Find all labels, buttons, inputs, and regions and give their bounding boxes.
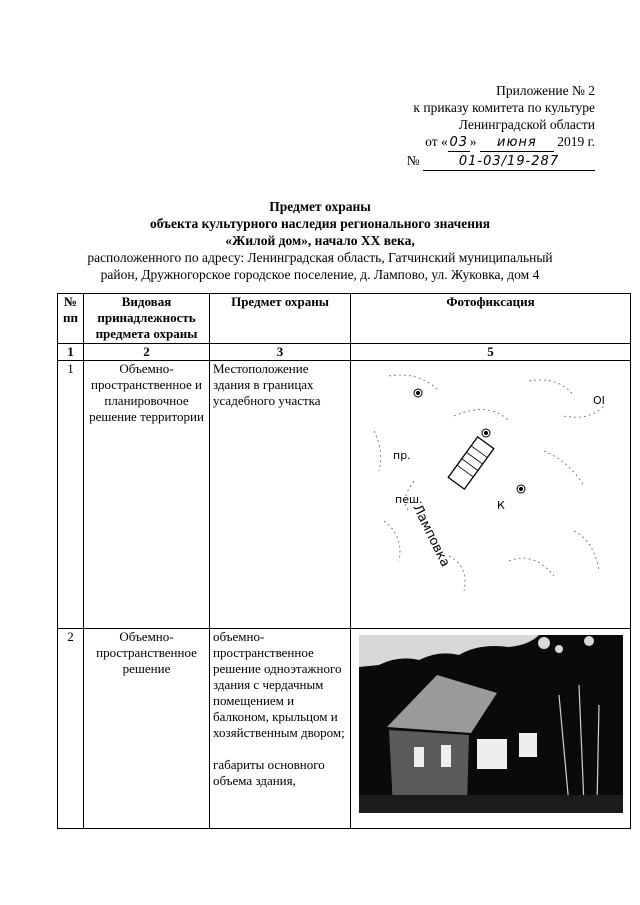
header-num: № пп: [58, 294, 84, 344]
title-line-1: Предмет охраны: [269, 199, 371, 214]
map-label-pesh: пеш.: [394, 493, 423, 506]
date-year: 2019 г.: [557, 134, 595, 149]
title-line-2: объекта культурного наследия регионального значения: [149, 216, 491, 231]
row-subject: [210, 629, 351, 829]
column-number-row: 1 2 3 5: [58, 344, 631, 361]
title-address-1: расположенного по адресу: Ленинградская область, Гатчинский муниципальный: [87, 250, 553, 265]
house-photo: [359, 635, 623, 813]
appendix-date: от « 03 » июня 2019 г.: [425, 134, 595, 150]
row-photo: [351, 629, 631, 829]
header-row: [58, 294, 631, 344]
row-num: 2: [58, 629, 84, 829]
header-subject: Предмет охраны: [210, 294, 351, 344]
appendix-doc-number: № 01-03/19-287: [407, 152, 595, 171]
doc-number: 01-03/19-287: [423, 153, 595, 171]
row-photo: [351, 361, 631, 629]
document-title: [0, 198, 640, 283]
title-address-2: район, Дружногорское городское поселение, д. Лампово, ул. Жуковка, дом 4: [100, 267, 540, 282]
location-map: [359, 361, 623, 606]
row-type: Объемно-пространственное решение: [84, 629, 210, 829]
date-day: 03: [449, 135, 468, 150]
appendix-header: [407, 82, 595, 171]
row-subject: Местоположение здания в границах усадебного участка: [210, 361, 351, 629]
title-line-3: «Жилой дом», начало XX века,: [225, 233, 415, 248]
appendix-number: Приложение № 2: [496, 83, 595, 98]
header-photo: Фотофиксация: [351, 294, 631, 344]
map-street-label: Ламповка: [408, 502, 452, 570]
table-row: [58, 629, 631, 829]
map-label-pr: пр.: [392, 449, 411, 462]
map-label-k: К: [496, 499, 505, 512]
appendix-region: Ленинградской области: [458, 117, 595, 132]
table-row: [58, 361, 631, 629]
house-photo-image: [359, 635, 623, 813]
row-type: Объемно-пространственное и планировочное решение территории: [84, 361, 210, 629]
building-outline: [448, 437, 494, 489]
appendix-order: к приказу комитета по культуре: [413, 100, 595, 115]
row-num: 1: [58, 361, 84, 629]
row-subject-text-2: габариты основного объема здания,: [213, 757, 325, 788]
map-drawing: [359, 361, 623, 606]
protection-table: [57, 293, 631, 829]
row-subject-text: объемно-пространственное решение одноэтажного здания с чердачным помещением и балконом, крыльцом и хозяйственным двором;: [213, 629, 345, 740]
map-label-oi: ОI: [592, 394, 605, 407]
date-month: июня: [480, 134, 554, 152]
header-type: Видовая принадлежность предмета охраны: [84, 294, 210, 344]
